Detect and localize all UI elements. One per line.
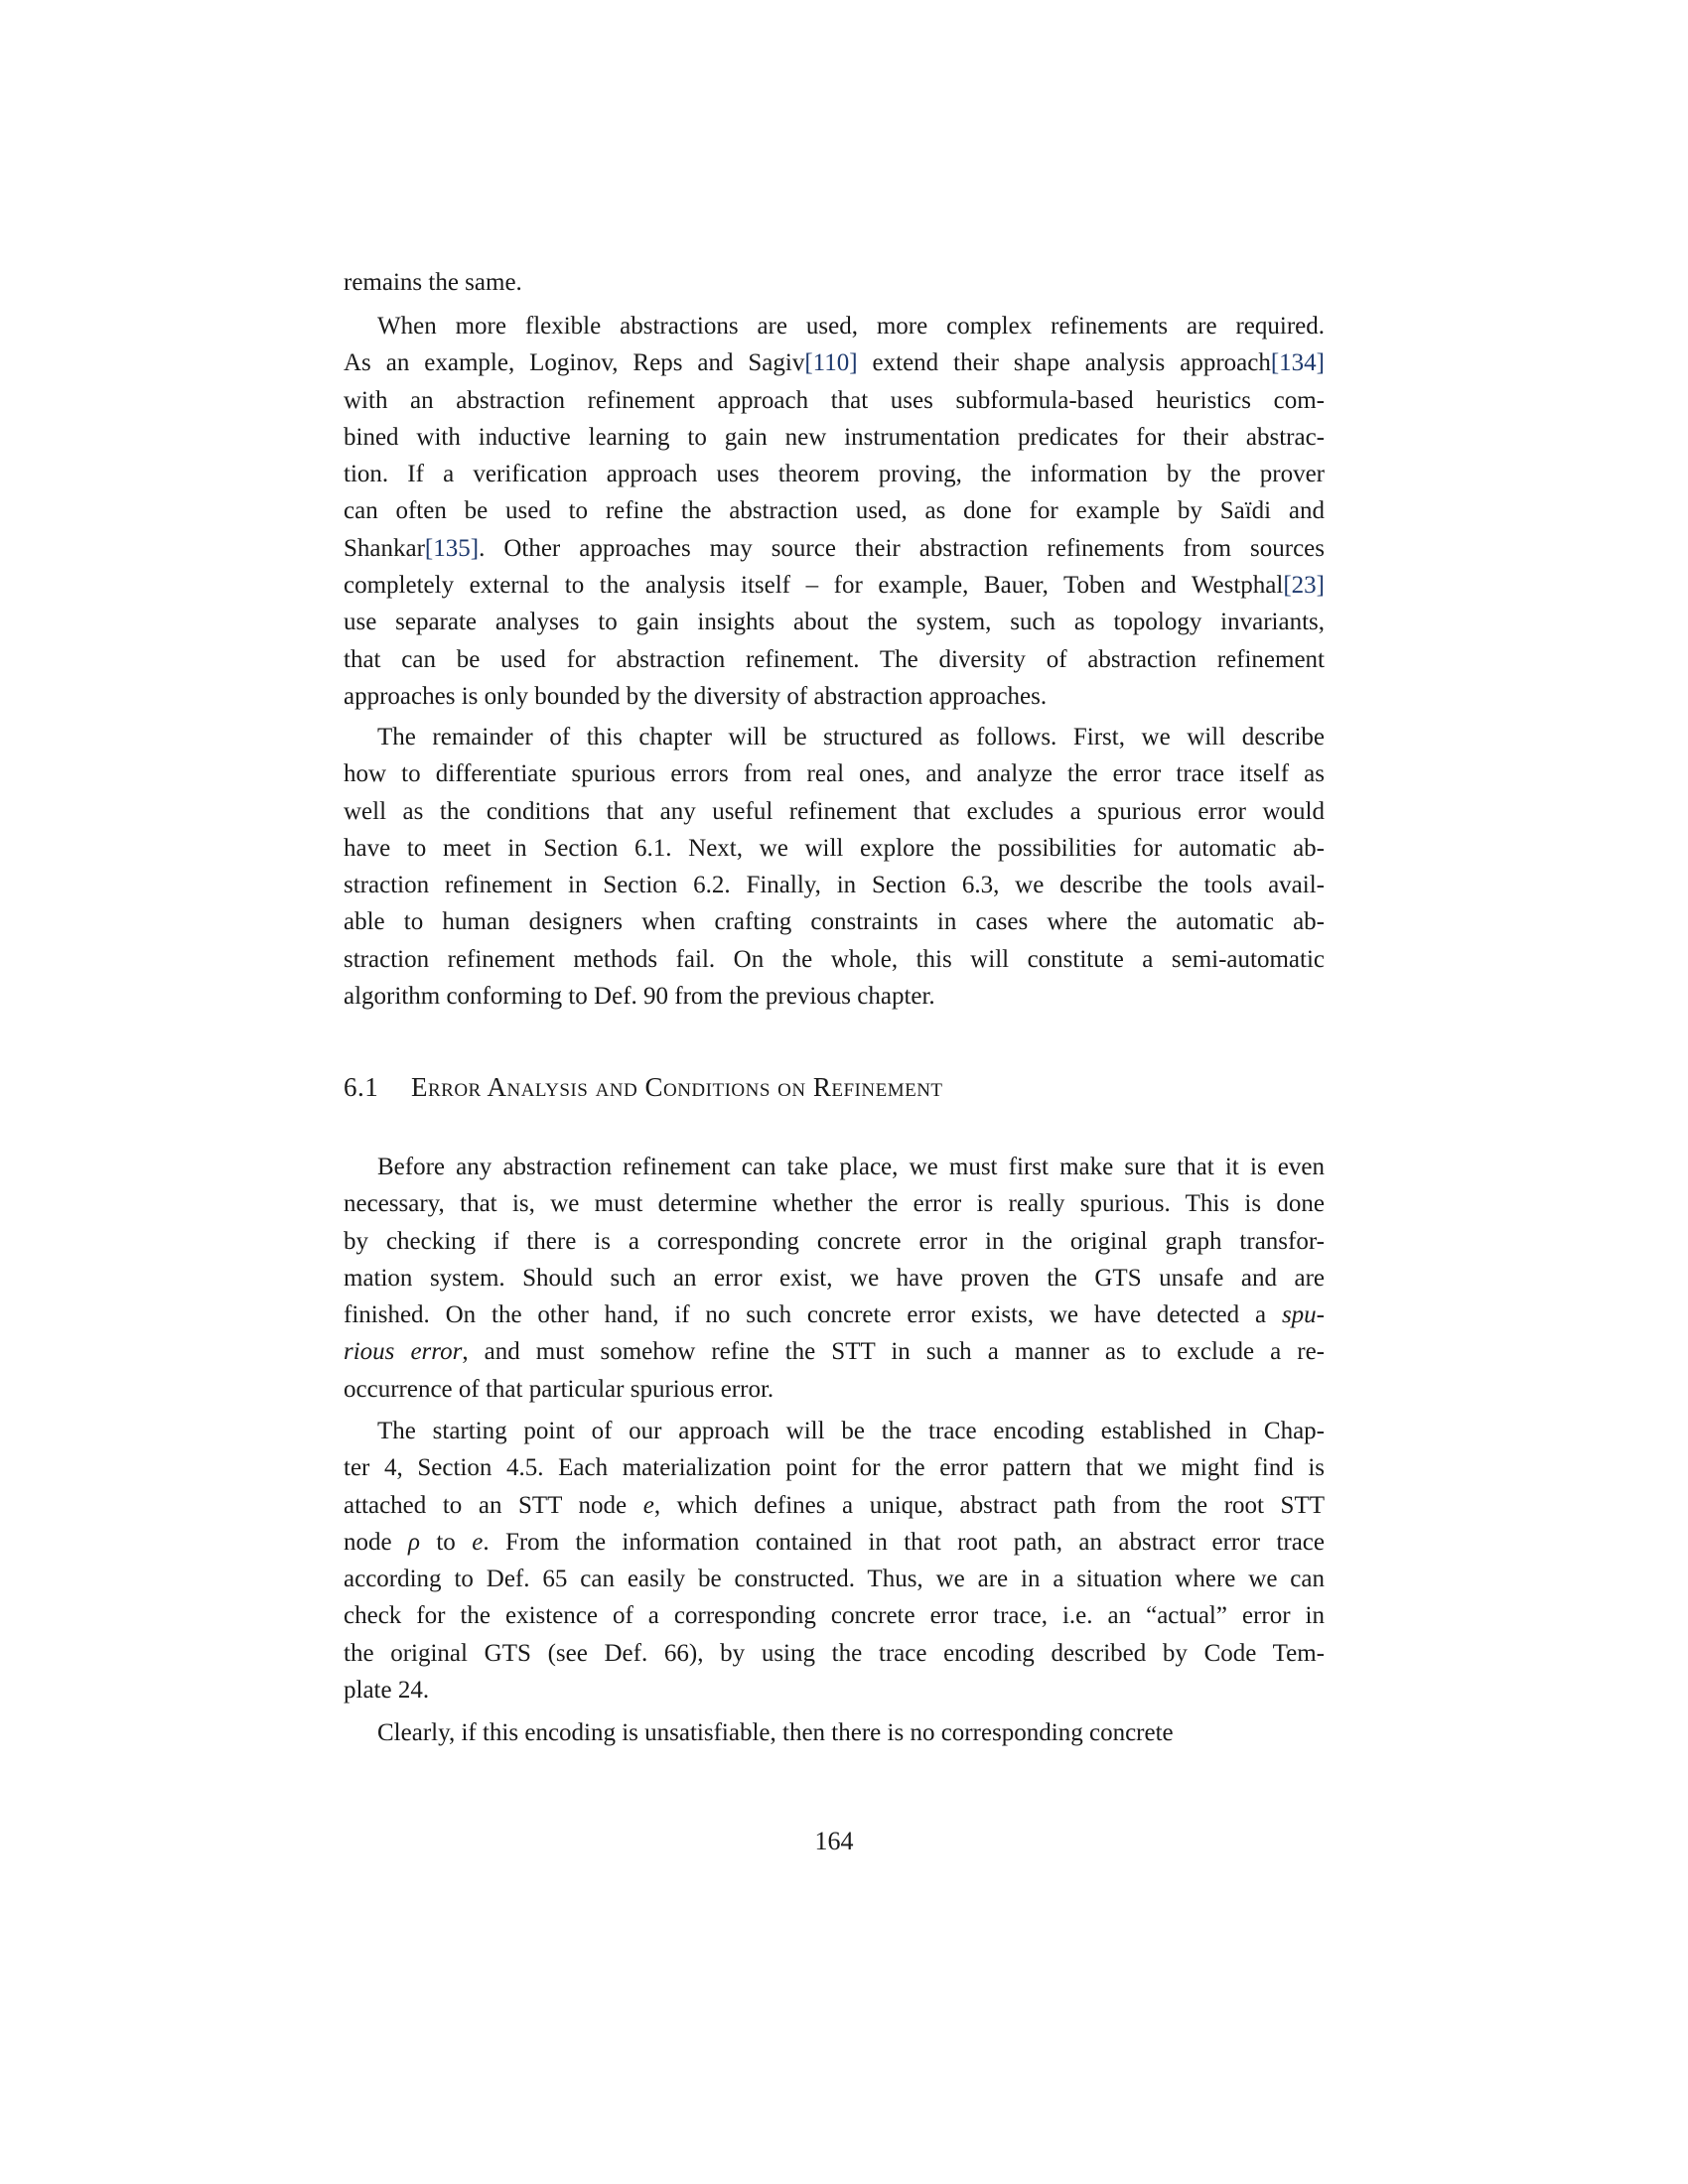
text-segment: have to meet in Section 6.1. Next, we will explore the possibilities for automatic ab- xyxy=(344,834,1325,862)
text-line xyxy=(344,978,1325,1015)
paragraph-spurious-check xyxy=(344,1149,1325,1408)
paragraph-flexible-abstractions xyxy=(344,308,1325,715)
text-segment: the original GTS (see Def. 66), by using the trace encoding described by Code Tem- xyxy=(344,1639,1325,1667)
text-line xyxy=(344,1635,1325,1672)
text-line xyxy=(344,641,1325,678)
text-segment: When more flexible abstractions are used, more complex refinements are required. xyxy=(377,313,1325,340)
citation-link[interactable]: [135] xyxy=(424,534,480,562)
text-segment: Clearly, if this encoding is unsatisfiable, then there is no corresponding concrete xyxy=(377,1719,1174,1746)
text-line xyxy=(344,830,1325,867)
text-line xyxy=(344,1561,1325,1597)
text-segment: bined with inductive learning to gain new instrumentation predicates for their abstrac- xyxy=(344,423,1325,451)
text-line xyxy=(344,456,1325,492)
text-segment: node xyxy=(344,1528,408,1556)
text-line xyxy=(344,492,1325,529)
italic-text: rious error xyxy=(344,1338,463,1366)
text-segment: that can be used for abstraction refinement. The diversity of abstraction refinement xyxy=(344,645,1325,673)
text-segment: to xyxy=(419,1528,473,1556)
text-line xyxy=(344,1297,1325,1333)
text-line xyxy=(344,719,1325,755)
text-line xyxy=(344,1597,1325,1634)
citation-link[interactable]: [110] xyxy=(804,349,858,377)
text-segment: how to differentiate spurious errors from real ones, and analyze the error trace itself as xyxy=(344,760,1325,788)
text-segment: tion. If a verification approach uses theorem proving, the information by the prover xyxy=(344,461,1325,488)
paragraph-trace-encoding xyxy=(344,1413,1325,1708)
text-line xyxy=(344,1487,1325,1524)
paragraph-continuation xyxy=(344,264,1325,301)
text-line xyxy=(344,678,1325,715)
text-segment: well as the conditions that any useful refinement that excludes a spurious error would xyxy=(344,797,1325,825)
text-line xyxy=(344,1714,1325,1751)
text-segment: can often be used to refine the abstraction used, as done for example by Saïdi and xyxy=(344,497,1325,525)
text-segment: The remainder of this chapter will be structured as follows. First, we will describe xyxy=(377,724,1325,751)
text-segment: plate 24. xyxy=(344,1677,430,1705)
citation-link[interactable]: [134] xyxy=(1270,349,1325,377)
text-segment: . Other approaches may source their abstraction refinements from sources xyxy=(479,534,1325,562)
text-line xyxy=(344,1333,1325,1370)
paragraph-unsatisfiable xyxy=(344,1714,1325,1751)
section-title: Error Analysis and Conditions on Refinement xyxy=(411,1072,943,1102)
text-segment: , which defines a unique, abstract path from the root STT xyxy=(653,1491,1325,1519)
text-line xyxy=(344,1149,1325,1185)
text-segment: algorithm conforming to Def. 90 from the previous chapter. xyxy=(344,983,935,1011)
text-line xyxy=(344,264,1325,301)
text-segment: straction refinement methods fail. On the whole, this will constitute a semi-automatic xyxy=(344,945,1325,973)
text-segment: able to human designers when crafting constraints in cases where the automatic ab- xyxy=(344,908,1325,936)
text-segment: remains the same. xyxy=(344,269,522,296)
italic-text: e xyxy=(642,1491,654,1519)
text-segment: approaches is only bounded by the diversity of abstraction approaches. xyxy=(344,682,1048,710)
text-line xyxy=(344,1371,1325,1408)
text-segment: ter 4, Section 4.5. Each materialization point for the error pattern that we might find is xyxy=(344,1454,1325,1482)
text-segment: completely external to the analysis itself – for example, Bauer, Toben and Westphal xyxy=(344,572,1284,600)
text-line xyxy=(344,344,1325,381)
page-number: 164 xyxy=(814,1827,854,1855)
text-segment: use separate analyses to gain insights about the system, such as topology invariants, xyxy=(344,609,1325,636)
text-segment: Shankar xyxy=(344,534,425,562)
text-line xyxy=(344,941,1325,978)
text-line xyxy=(344,755,1325,792)
text-segment: The starting point of our approach will be the trace encoding established in Chap- xyxy=(377,1418,1325,1444)
text-line xyxy=(344,604,1325,640)
text-line xyxy=(344,1449,1325,1486)
text-segment: , and must somehow refine the STT in such a manner as to exclude a re- xyxy=(462,1338,1325,1366)
text-segment: with an abstraction refinement approach that uses subformula-based heuristics com- xyxy=(344,386,1325,414)
section-number: 6.1 xyxy=(344,1072,379,1102)
paragraph-chapter-structure xyxy=(344,719,1325,1015)
text-line xyxy=(344,1672,1325,1708)
text-segment: occurrence of that particular spurious error. xyxy=(344,1375,774,1403)
text-line xyxy=(344,1524,1325,1561)
text-segment: according to Def. 65 can easily be constructed. Thus, we are in a situation where we can xyxy=(344,1566,1325,1593)
text-line xyxy=(344,419,1325,456)
italic-text: spu- xyxy=(1281,1301,1325,1329)
text-line xyxy=(344,1260,1325,1297)
text-line xyxy=(344,1185,1325,1222)
text-segment: necessary, that is, we must determine whether the error is really spurious. This is done xyxy=(344,1190,1325,1218)
italic-text: e xyxy=(472,1528,484,1556)
text-line xyxy=(344,793,1325,830)
text-line xyxy=(344,1223,1325,1260)
text-segment: finished. On the other hand, if no such concrete error exists, we have detected a xyxy=(344,1301,1282,1329)
text-segment: attached to an STT node xyxy=(344,1491,643,1519)
text-line xyxy=(344,308,1325,344)
text-line xyxy=(344,903,1325,940)
text-segment: mation system. Should such an error exist, we have proven the GTS unsafe and are xyxy=(344,1264,1325,1292)
text-line xyxy=(344,382,1325,419)
section-heading xyxy=(344,1072,943,1103)
text-segment: extend their shape analysis approach xyxy=(857,349,1271,377)
text-segment: by checking if there is a corresponding concrete error in the original graph transfor- xyxy=(344,1227,1325,1255)
text-line xyxy=(344,530,1325,567)
text-line xyxy=(344,1413,1325,1449)
text-line xyxy=(344,567,1325,604)
text-segment: As an example, Loginov, Reps and Sagiv xyxy=(344,349,805,377)
text-segment: Before any abstraction refinement can take place, we must first make sure that it is even xyxy=(377,1154,1325,1180)
text-line xyxy=(344,867,1325,903)
italic-text: ρ xyxy=(407,1528,420,1556)
text-segment: check for the existence of a corresponding concrete error trace, i.e. an “actual” error in xyxy=(344,1602,1325,1630)
text-segment: . From the information contained in that root path, an abstract error trace xyxy=(483,1528,1325,1556)
citation-link[interactable]: [23] xyxy=(1283,572,1325,600)
text-segment: straction refinement in Section 6.2. Finally, in Section 6.3, we describe the tools avail- xyxy=(344,872,1325,899)
